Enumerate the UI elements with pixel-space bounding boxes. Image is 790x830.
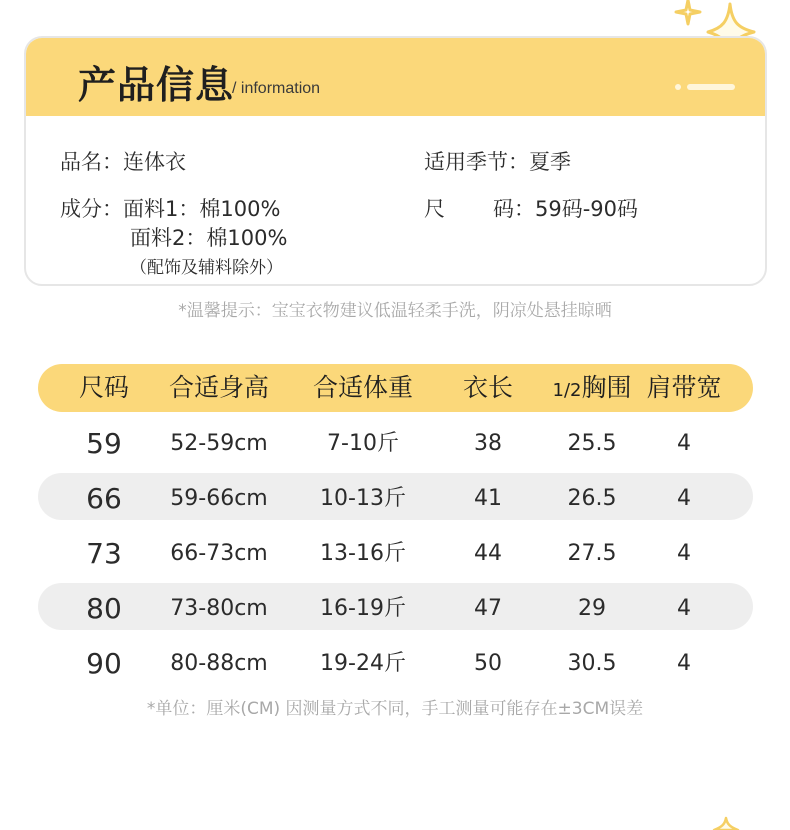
cell-strap: 4: [677, 541, 691, 566]
cell-size: 90: [86, 647, 122, 680]
cell-chest: 26.5: [567, 486, 617, 511]
header-strap: 肩带宽: [646, 373, 722, 402]
dash-dot: [675, 84, 681, 90]
cell-length: 47: [474, 596, 502, 621]
header-chest-prefix: 1/2: [552, 380, 582, 401]
cell-size: 59: [86, 427, 122, 460]
table-row: [38, 581, 753, 636]
header-chest: [538, 364, 646, 412]
header-length: 衣长: [462, 373, 513, 402]
product-name-field: [60, 146, 186, 176]
cell-strap: 4: [677, 596, 691, 621]
care-tip: *温馨提示：宝宝衣物建议低温轻柔手洗，阴凉处悬挂晾晒: [178, 301, 612, 321]
product-info-card: [24, 36, 767, 286]
header-height: 合适身高: [168, 373, 269, 402]
product-name-label: 品名：: [60, 150, 123, 174]
table-row: [38, 471, 753, 526]
fabric-1-value: 面料1：棉100%: [123, 197, 281, 221]
cell-weight: 19-24斤: [320, 651, 406, 676]
size-table-header: [38, 364, 753, 412]
header-weight: 合适体重: [312, 373, 413, 402]
size-table: [38, 364, 753, 680]
cell-chest: 27.5: [567, 541, 617, 566]
cell-height: 66-73cm: [170, 541, 268, 566]
cell-weight: 10-13斤: [320, 486, 406, 511]
cell-weight: 16-19斤: [320, 596, 406, 621]
cell-weight: 7-10斤: [327, 431, 399, 456]
info-header: [26, 38, 765, 116]
size-range-value: 59码-90码: [535, 197, 639, 221]
fabric-note: （配饰及辅料除外）: [130, 258, 283, 278]
cell-chest: 30.5: [567, 651, 617, 676]
cell-chest: 25.5: [567, 431, 617, 456]
cell-length: 41: [474, 486, 502, 511]
season-field: [424, 146, 571, 176]
cell-strap: 4: [677, 431, 691, 456]
size-table-body: [38, 416, 753, 691]
header-size: 尺码: [78, 373, 129, 402]
table-row: [38, 636, 753, 691]
product-name-value: 连体衣: [123, 150, 186, 174]
cell-length: 44: [474, 541, 502, 566]
cell-height: 52-59cm: [170, 431, 268, 456]
composition-label: 成分：: [60, 197, 123, 221]
sparkle-decoration-icon: [712, 816, 740, 830]
table-row: [38, 526, 753, 581]
size-label-b: 码：: [493, 197, 535, 221]
season-value: 夏季: [529, 150, 571, 174]
dash-bar: [687, 84, 735, 90]
cell-size: 73: [86, 537, 122, 570]
cell-weight: 13-16斤: [320, 541, 406, 566]
info-subtitle: / information: [232, 80, 321, 97]
cell-height: 59-66cm: [170, 486, 268, 511]
cell-length: 38: [474, 431, 502, 456]
cell-length: 50: [474, 651, 502, 676]
cell-size: 66: [86, 482, 122, 515]
info-title: 产品信息: [78, 63, 235, 107]
size-label-a: 尺: [424, 197, 445, 221]
header-chest-label: 胸围: [581, 373, 632, 402]
cell-strap: 4: [677, 486, 691, 511]
composition-field: [60, 193, 280, 223]
fabric-2-value: 面料2：棉100%: [130, 226, 288, 250]
cell-height: 80-88cm: [170, 651, 268, 676]
info-body: [26, 116, 765, 286]
cell-height: 73-80cm: [170, 596, 268, 621]
season-label: 适用季节：: [424, 150, 529, 174]
cell-chest: 29: [578, 596, 606, 621]
cell-size: 80: [86, 592, 122, 625]
table-row: [38, 416, 753, 471]
measurement-note: *单位：厘米(CM) 因测量方式不同，手工测量可能存在±3CM误差: [146, 699, 644, 719]
header-dash-decoration: [675, 84, 735, 90]
cell-strap: 4: [677, 651, 691, 676]
size-range-field: [424, 193, 638, 223]
